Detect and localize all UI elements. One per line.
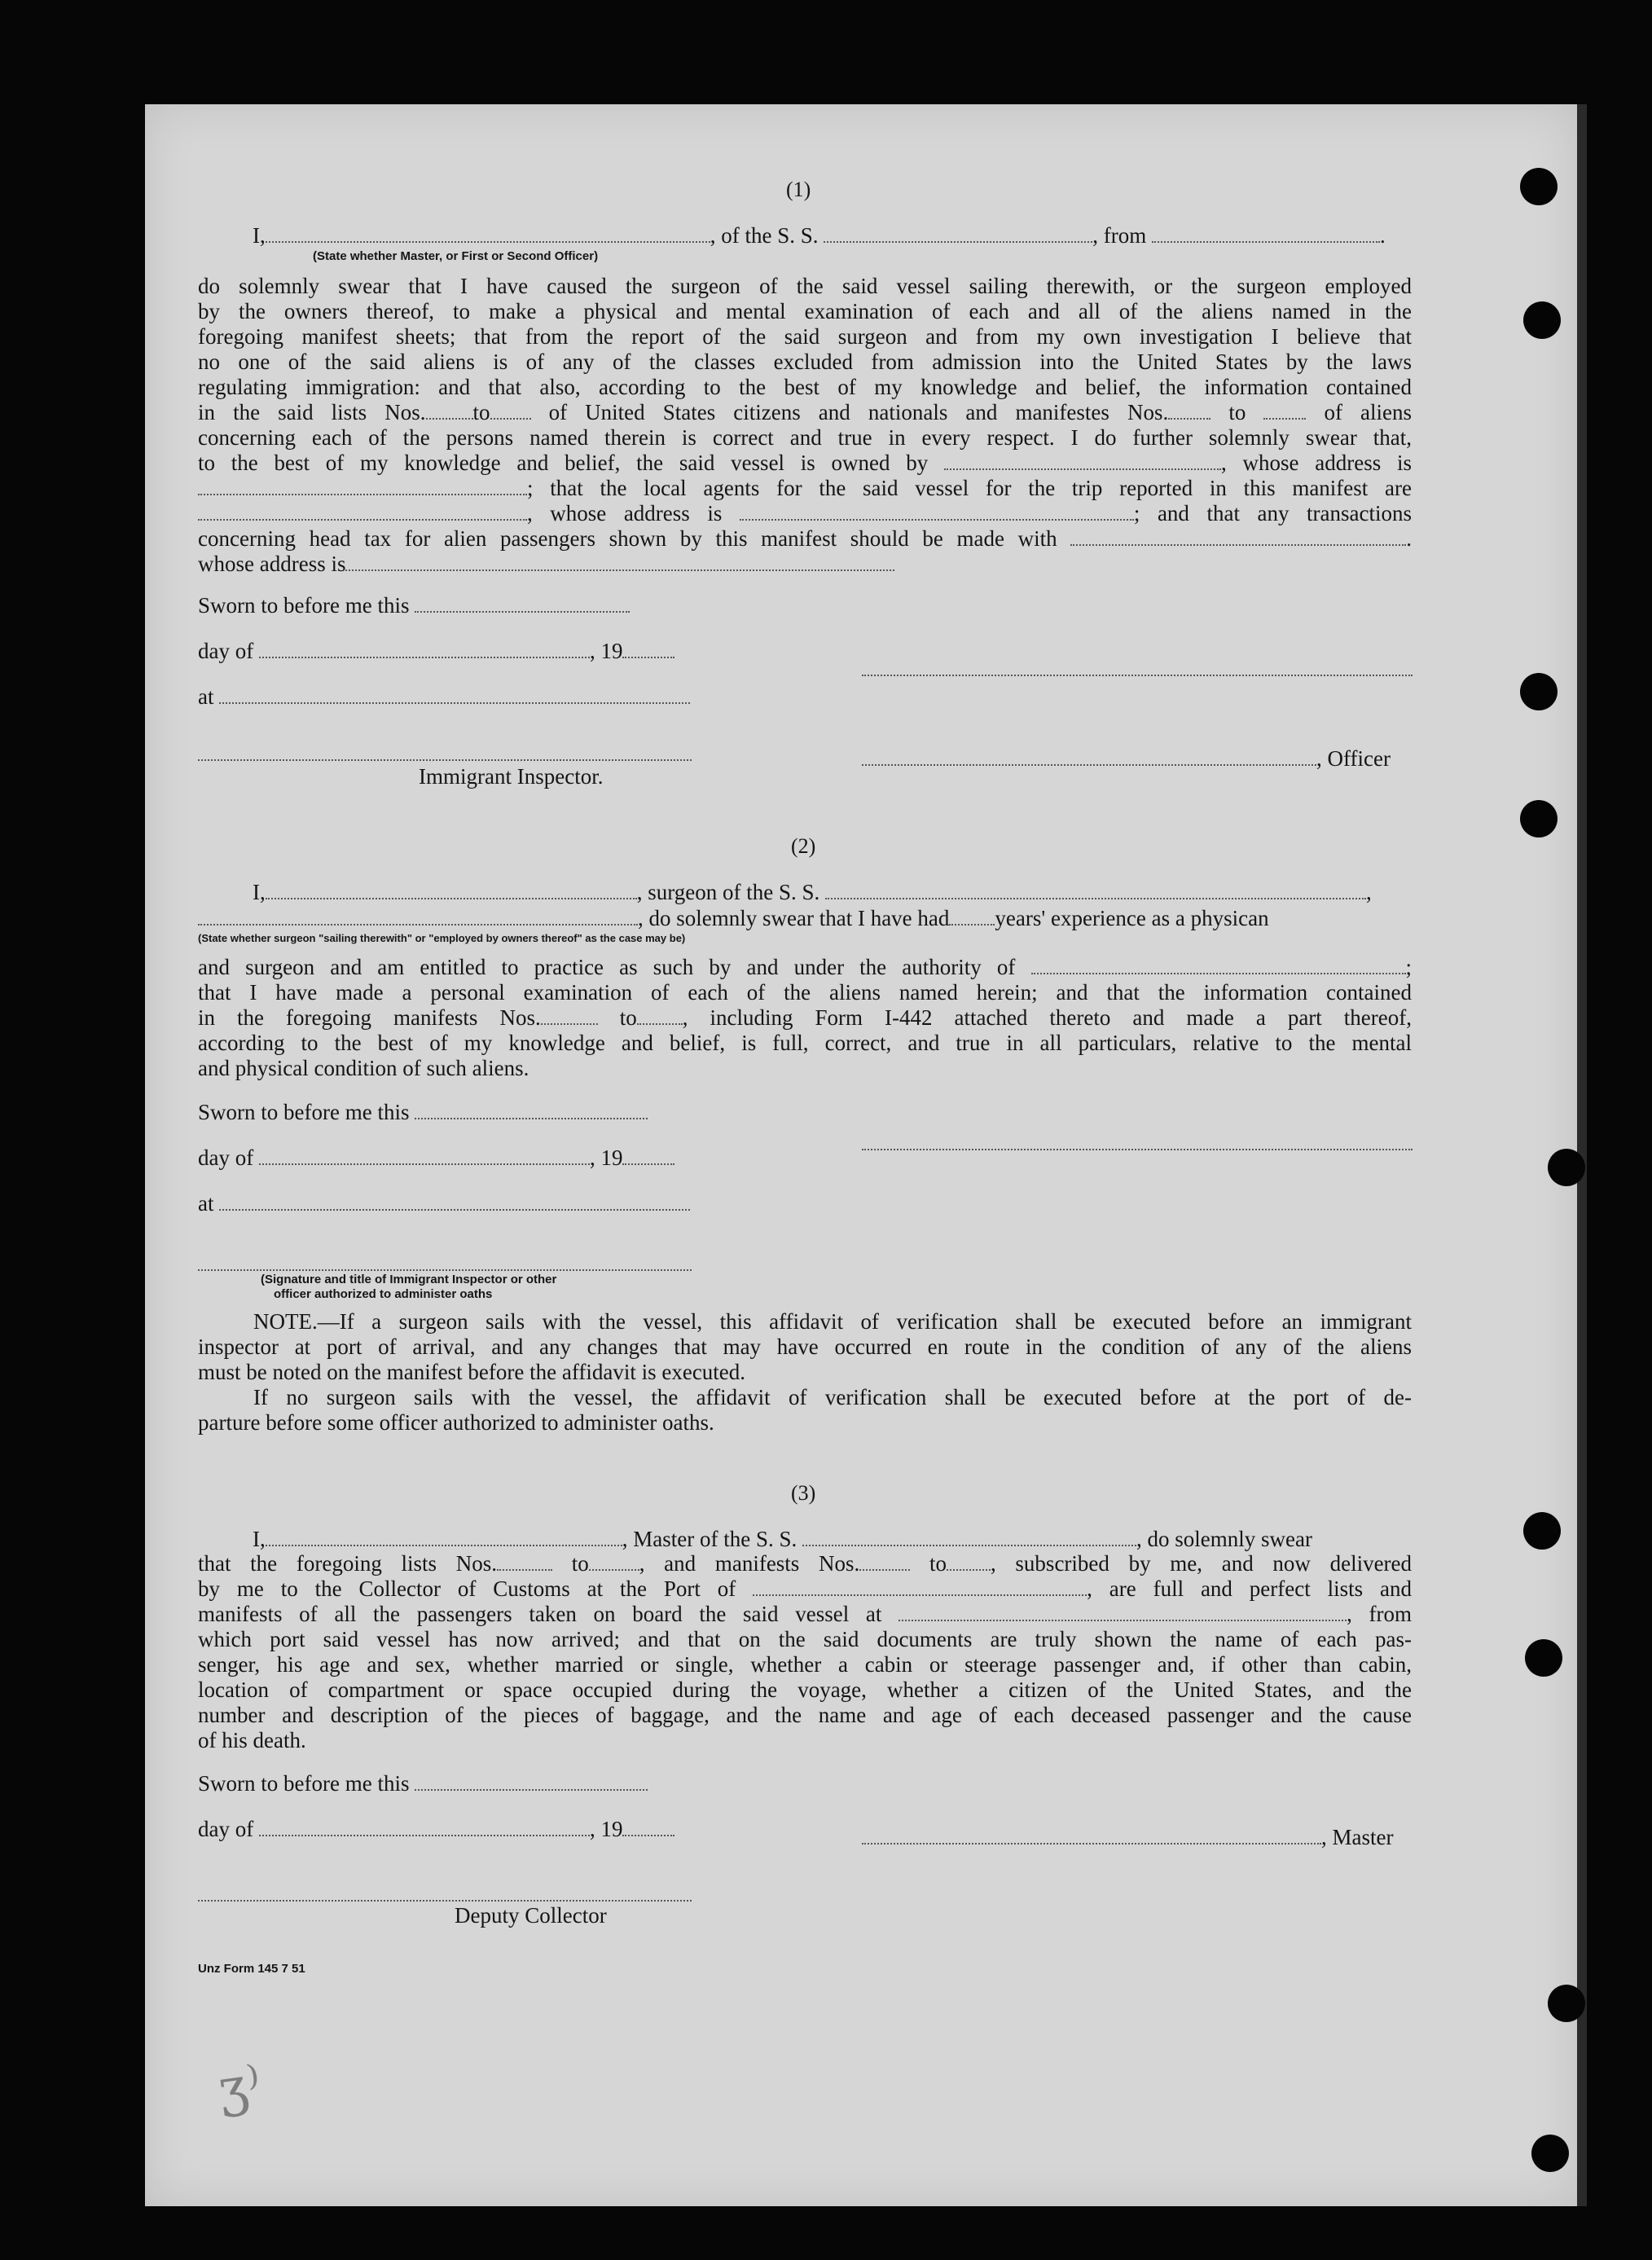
owned-line: to the best of my knowledge and belief, the said vessel is owned by , whose address is <box>198 451 1412 475</box>
s3-year-blank[interactable] <box>622 1820 674 1836</box>
surgeon-name-blank[interactable] <box>266 883 637 899</box>
head-tax-address-blank[interactable] <box>345 555 894 571</box>
s2-inspector-line[interactable] <box>198 1268 692 1271</box>
punch-hole <box>1548 1149 1585 1186</box>
section-2-body: and surgeon and am entitled to practice as such by and under the authority of ; that I have made a personal examination of each of the aliens named herein; and that the information contained in the foregoing manifests Nos. to , including Form I-442 attached thereto and made a part thereof, according to the best of my knowledge and belief, is full, correct, and true in all particulars, relative to the mental and physical condition of such aliens. <box>198 955 1413 1080</box>
s1-inspector-line[interactable] <box>198 758 692 761</box>
handwritten-mark: ʒ⁾ <box>214 2054 265 2121</box>
s1-officer-blank[interactable] <box>862 750 1316 766</box>
s2-signature-line[interactable] <box>862 1147 1413 1150</box>
agents-address-blank[interactable] <box>740 504 1134 521</box>
s1-day-blank[interactable] <box>259 642 590 658</box>
s3-sworn-blank[interactable] <box>415 1774 648 1791</box>
port-blank[interactable] <box>753 1580 1087 1596</box>
head-tax-party-blank[interactable] <box>1070 530 1406 546</box>
s2-sworn-blank[interactable] <box>415 1103 648 1119</box>
section-2-swear: , do solemnly swear that I have had years' experience as a physican <box>198 906 1269 931</box>
punch-hole <box>1520 168 1558 205</box>
s3-lists-line: that the foregoing lists Nos. to , and manifests Nos. to , subscribed by me, and now delivered <box>198 1551 1413 1576</box>
master-name-blank[interactable] <box>266 1530 622 1546</box>
immigrant-inspector-title: Immigrant Inspector. <box>419 764 604 789</box>
departure-port-blank[interactable] <box>898 1605 1347 1621</box>
s3-master-blank[interactable] <box>862 1828 1321 1844</box>
s3-manifests-to-blank[interactable] <box>947 1554 991 1571</box>
section-1-intro: I, , of the S. S. , from . <box>253 223 1386 248</box>
s3-ship-blank[interactable] <box>802 1530 1136 1546</box>
punch-hole <box>1525 1639 1562 1677</box>
authority-blank[interactable] <box>1031 958 1406 974</box>
officer-name-blank[interactable] <box>266 226 710 243</box>
lists-from-blank[interactable] <box>426 403 473 420</box>
authority-line: and surgeon and am entitled to practice as such by and under the authority of ; <box>198 955 1413 979</box>
s2-at-blank[interactable] <box>219 1194 690 1211</box>
section-3-intro: I, , Master of the S. S. , do solemnly swear <box>253 1527 1312 1551</box>
s3-manifests-from-blank[interactable] <box>859 1554 910 1571</box>
years-blank[interactable] <box>949 909 995 926</box>
s2-manifest-from-blank[interactable] <box>541 1009 598 1025</box>
owner-blank[interactable] <box>944 454 1221 470</box>
s1-at: at <box>198 684 690 710</box>
deputy-collector-title: Deputy Collector <box>455 1903 607 1928</box>
form-id: Unz Form 145 7 51 <box>198 1962 305 1976</box>
s2-year-blank[interactable] <box>622 1149 674 1165</box>
punch-hole <box>1520 673 1558 710</box>
from-port-blank[interactable] <box>1152 226 1380 243</box>
foregoing-line: in the foregoing manifests Nos. to , including Form I-442 attached thereto and made a part thereof, <box>198 1005 1413 1030</box>
officer-note: (State whether Master, or First or Second Officer) <box>313 249 599 263</box>
s3-sworn: Sworn to before me this <box>198 1771 648 1796</box>
agents-blank[interactable] <box>198 504 527 521</box>
section-1-heading: (1) <box>786 178 811 201</box>
manifests-all-line: manifests of all the passengers taken on board the said vessel at , from <box>198 1602 1413 1626</box>
surgeon-note: (State whether surgeon "sailing therewith" or "employed by owners thereof" as the case may be) <box>198 932 686 944</box>
s1-day-of: day of , 19 <box>198 639 674 664</box>
punch-hole <box>1523 1512 1561 1550</box>
s1-sworn-blank[interactable] <box>415 596 630 613</box>
ship-name-blank[interactable] <box>824 226 1092 243</box>
s2-day-blank[interactable] <box>259 1149 590 1165</box>
section-3-heading: (3) <box>791 1481 816 1505</box>
s3-day-of: day of , 19 <box>198 1817 674 1842</box>
punch-hole <box>1523 301 1561 339</box>
agents-line: ; that the local agents for the said vessel for the trip reported in this manifest are <box>198 476 1412 501</box>
s1-year-blank[interactable] <box>622 642 674 658</box>
section-1-body: do solemnly swear that I have caused the surgeon of the said vessel sailing therewith, or the surgeon employed by the owners thereof, to make a physical and mental examination of each and all of the aliens named in the foregoing manifest sheets; that from the report of the said surgeon and from my own investigation I believe that no one of the said aliens is of any of the classes excluded from admission into the United States by the laws regulating immigration: and that also, according to the best of my knowledge and belief, the information contained in the said lists Nos. to of United States citizens and nationals and manifestes Nos. to of aliens concerning each of the persons named therein is correct and true in every respect. I do further solemnly swear that, to the best of my knowledge and belief, the said vessel is owned by , whose address is ; that the local agents for the said vessel for the trip reported in this manifest are , whose address is ; and that any transactions concerning head tax for alien passengers shown by this manifest should be made with . whose address is <box>198 274 1413 576</box>
punch-hole <box>1531 2135 1569 2172</box>
s2-ship-blank[interactable] <box>825 883 1366 899</box>
lists-line: in the said lists Nos. to of United States citizens and nationals and manifestes Nos. to of aliens <box>198 400 1413 424</box>
collector-line: by me to the Collector of Customs at the Port of , are full and perfect lists and <box>198 1576 1413 1601</box>
section-2-intro: I, , surgeon of the S. S. , <box>253 880 1372 904</box>
whose-address-line: whose address is <box>198 552 1412 577</box>
s1-officer-line: , Officer <box>862 746 1391 772</box>
s1-at-blank[interactable] <box>219 688 690 704</box>
s2-at: at <box>198 1191 690 1216</box>
section-3-body: that the foregoing lists Nos. to , and manifests Nos. to , subscribed by me, and now delivered by me to the Collector of Customs at the Port of , are full and perfect lists and manifests of all the passengers taken on board the said vessel at , from which port said vessel has now arrived; and that on the said documents are truly shown the name of each pas- senger, his age and sex, whether married or single, whether a cabin or steerage passenger and, if other than cabin, location of compartment or space occupied during the voyage, whether a citizen of the United States, and the number and description of the pieces of baggage, and the name and age of each deceased passenger and the cause of his death. <box>198 1551 1413 1752</box>
agents-address-line: , whose address is ; and that any transactions <box>198 501 1412 526</box>
s1-sworn: Sworn to before me this <box>198 593 630 618</box>
surgeon-status-blank[interactable] <box>198 909 638 926</box>
note-block: NOTE.—If a surgeon sails with the vessel, this affidavit of verification shall be executed before an immigrant inspector at port of arrival, and any changes that may have occurred en route in the condition of any of the aliens must be noted on the manifest before the affidavit is executed. If no surgeon sails with the vessel, the affidavit of verification shall be executed before at the port of de- parture before some officer authorized to administer oaths. <box>198 1309 1412 1435</box>
s2-sig-note-1: (Signature and title of Immigrant Inspector or other <box>261 1273 557 1286</box>
s2-sig-note-2: officer authorized to administer oaths <box>274 1287 493 1301</box>
lists-to-blank[interactable] <box>490 403 531 420</box>
manifests-from-blank[interactable] <box>1168 403 1210 420</box>
punch-hole <box>1520 800 1558 838</box>
s3-master-line: , Master <box>862 1825 1393 1850</box>
head-tax-line: concerning head tax for alien passengers shown by this manifest should be made with . <box>198 526 1413 551</box>
s2-day-of: day of , 19 <box>198 1145 674 1171</box>
owner-address-blank[interactable] <box>198 479 527 495</box>
s3-lists-to-blank[interactable] <box>589 1554 639 1571</box>
s3-day-blank[interactable] <box>259 1820 590 1836</box>
manifests-to-blank[interactable] <box>1263 403 1306 420</box>
s3-collector-line[interactable] <box>198 1898 692 1902</box>
s1-signature-line[interactable] <box>862 673 1413 676</box>
s2-manifest-to-blank[interactable] <box>637 1009 683 1025</box>
section-2-heading: (2) <box>791 834 816 858</box>
punch-hole <box>1548 1985 1585 2022</box>
s2-sworn: Sworn to before me this <box>198 1100 648 1125</box>
s3-lists-from-blank[interactable] <box>497 1554 552 1571</box>
